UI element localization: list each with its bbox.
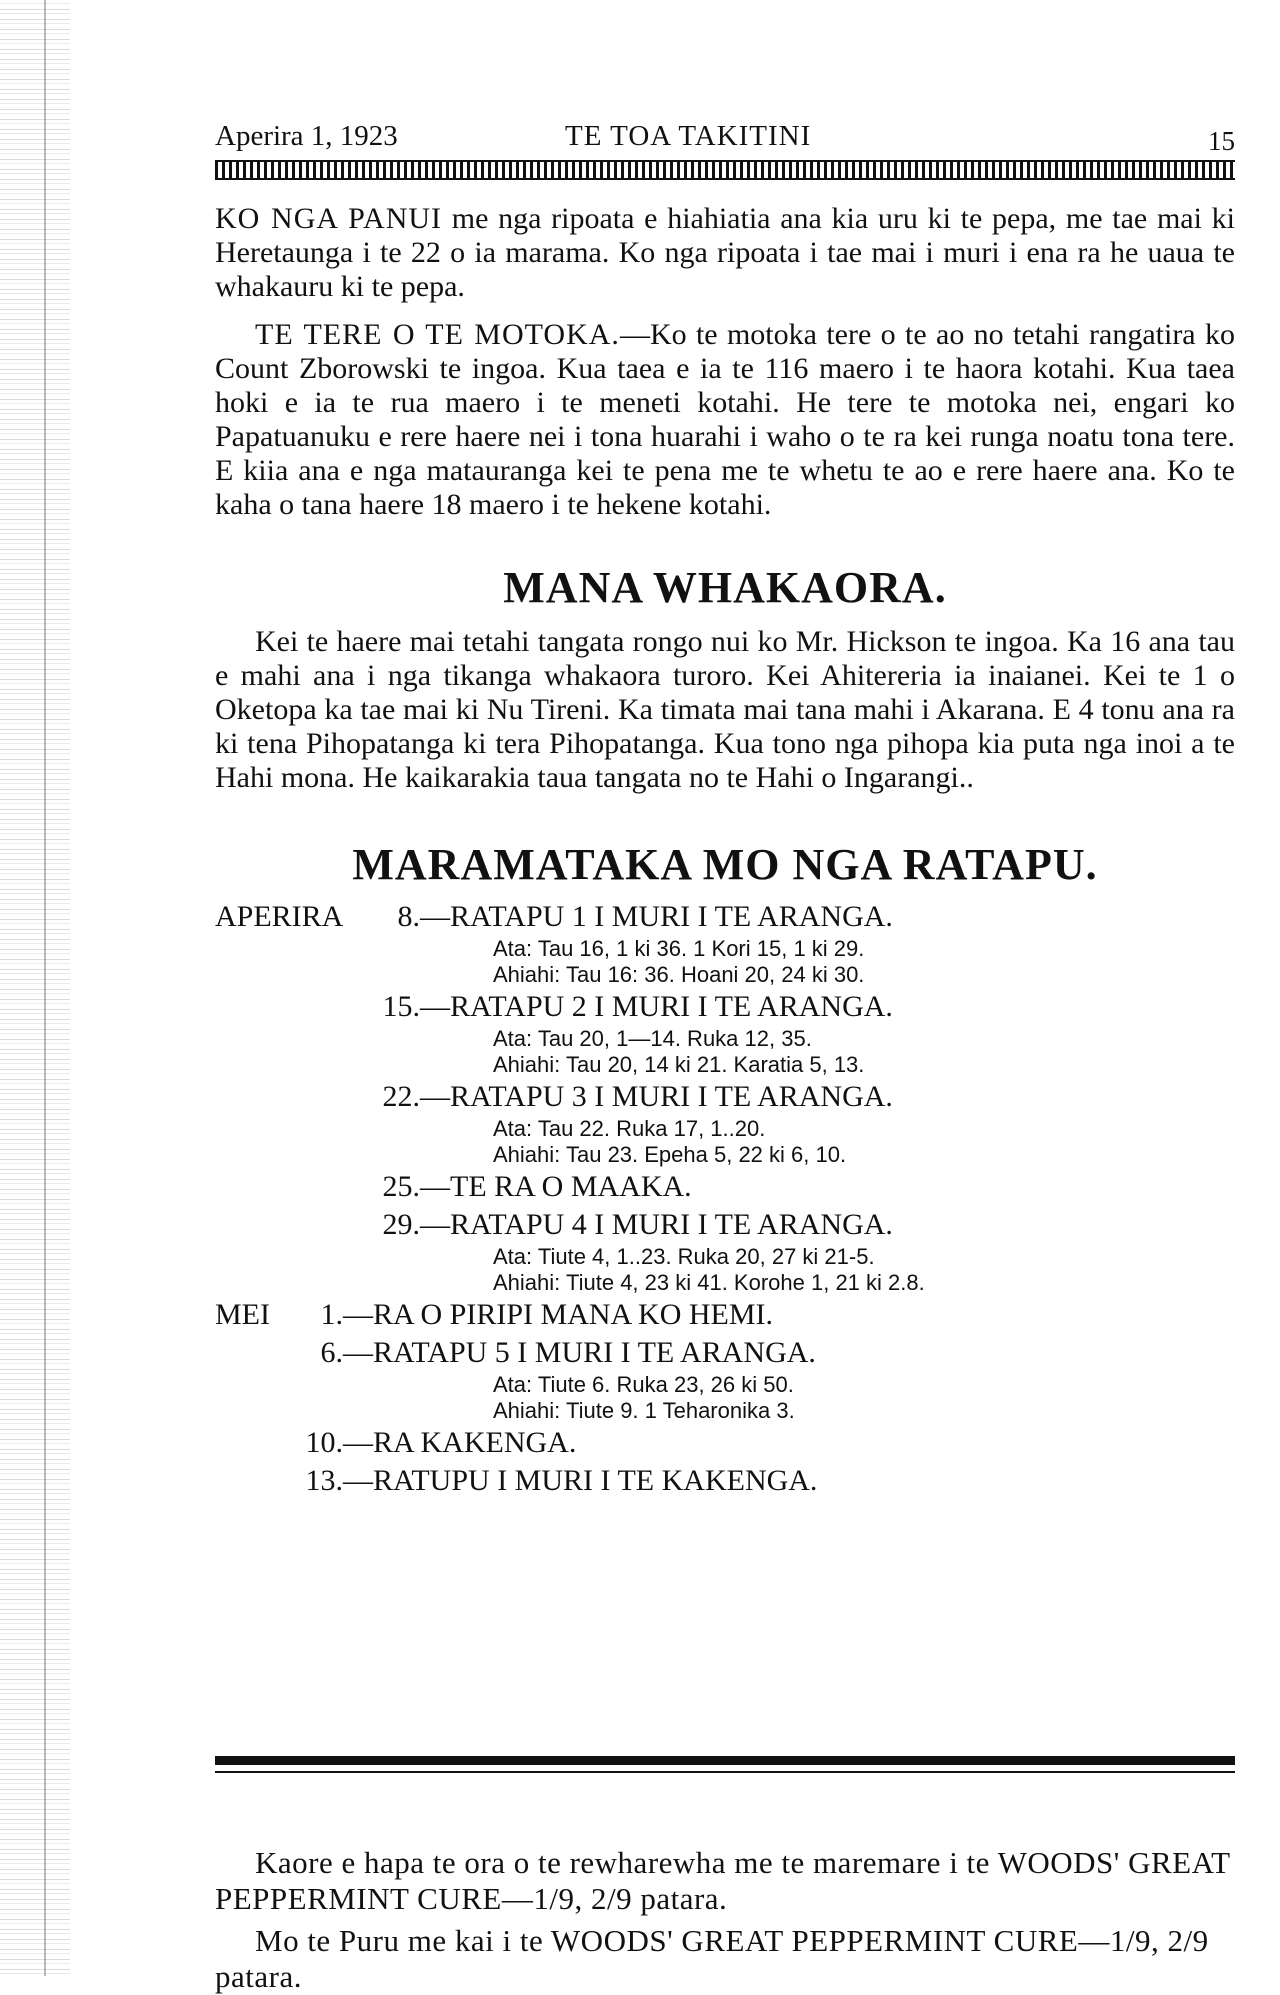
reading-morning: Ata: Tau 20, 1—14. Ruka 12, 35. [493, 1026, 812, 1051]
mana-title: MANA WHAKAORA. [503, 563, 947, 612]
motoka-text: —Ko te motoka tere o te ao no tetahi rangatira ko Count Zborowski te ingoa. Kua taea e ia te 116 maero i te haora kotahi. Kua taea hoki e ia te rua maero i te meneti kotahi. He tere te motoka nei, engari ko Papatuanuku e rere haere nei i tona huarahi i waho o te ra kei runga noatu tona tere. E kiia ana e nga matauranga kei te pena me te whetu te ao e rere haere ana. Ko te kaha o tana haere 18 maero i te hekene kotahi. [215, 318, 1235, 521]
advert-paragraph-2: Mo te Puru me kai i te WOODS' GREAT PEPPERMINT CURE—1/9, 2/9 patara. [215, 1923, 1209, 1994]
entry-title: —RATAPU 1 I MURI I TE ARANGA. [420, 900, 893, 933]
entry-date: 29. [382, 1208, 420, 1241]
entry-date: 13. [305, 1464, 343, 1497]
mana-paragraph: Kei te haere mai tetahi tangata rongo nui ko Mr. Hickson te ingoa. Ka 16 ana tau e mahi ana i nga tikanga whakaora turoro. Kei Ahitereria ia inaianei. Kei te 1 o Oketopa ka tae mai ki Nu Tireni. Ka timata mai tana mahi i Akarana. E 4 tonu ana ra ki tena Pihopatanga ki tera Pihopatanga. Kua tono nga pihopa kia puta nga inoi a te Hahi mona. He kaikarakia taua tangata no te Hahi o Ingarangi.. [215, 625, 1235, 794]
calendar-entry [215, 988, 1235, 1026]
binding-line [44, 0, 46, 1976]
entry-title: —RATAPU 3 I MURI I TE ARANGA. [420, 1080, 893, 1113]
calendar-mei [215, 1296, 1235, 1500]
entry-date: 10. [305, 1426, 343, 1459]
reading-evening: Ahiahi: Tau 23. Epeha 5, 22 ki 6, 10. [493, 1142, 847, 1167]
advert-paragraph-1: Kaore e hapa te ora o te rewharewha me te maremare i te WOODS' GREAT PEPPERMINT CURE—1/9, 2/9 patara. [215, 1845, 1230, 1916]
entry-date: 6. [320, 1336, 343, 1369]
month-label: APERIRA [215, 900, 344, 933]
reading-evening: Ahiahi: Tau 20, 14 ki 21. Karatia 5, 13. [493, 1052, 865, 1077]
calendar-entry [215, 1334, 1235, 1372]
calendar-aperira [215, 898, 1235, 1296]
reading-morning: Ata: Tiute 4, 1..23. Ruka 20, 27 ki 21-5. [493, 1244, 875, 1269]
motoka-paragraph [215, 318, 1235, 522]
reading-evening: Ahiahi: Tiute 9. 1 Teharonika 3. [493, 1398, 795, 1423]
notice-text: me nga ripoata e hiahiatia ana kia uru ki te pepa, me tae mai ki Heretaunga i te 22 o ia marama. Ko nga ripoata i tae mai i muri i ena ra he uaua te whakauru ki te pepa. [215, 202, 1235, 303]
reading-evening: Ahiahi: Tau 16: 36. Hoani 20, 24 ki 30. [493, 962, 865, 987]
reading-morning: Ata: Tiute 6. Ruka 23, 26 ki 50. [493, 1372, 794, 1397]
reading-morning: Ata: Tau 16, 1 ki 36. 1 Kori 15, 1 ki 29. [493, 936, 865, 961]
reading-morning: Ata: Tau 22. Ruka 17, 1..20. [493, 1116, 766, 1141]
divider-thin [215, 1771, 1235, 1773]
divider-thick [215, 1756, 1235, 1765]
calendar-entry [215, 1462, 1235, 1500]
notice-paragraph [215, 202, 1235, 304]
entry-date: 15. [382, 990, 420, 1023]
reading-evening: Ahiahi: Tiute 4, 23 ki 41. Korohe 1, 21 ki 2.8. [493, 1270, 925, 1295]
page-number: 15 [1208, 126, 1235, 156]
calendar-entry [215, 1206, 1235, 1244]
calendar-title: MARAMATAKA MO NGA RATAPU. [352, 840, 1098, 889]
month-label: MEI [215, 1298, 270, 1331]
newspaper-page [215, 118, 1235, 1994]
entry-date: 22. [382, 1080, 420, 1113]
calendar-entry [215, 1296, 1235, 1334]
calendar-entry [215, 1424, 1235, 1462]
entry-title: —RATAPU 4 I MURI I TE ARANGA. [420, 1208, 893, 1241]
entry-title: —RA O PIRIPI MANA KO HEMI. [343, 1298, 774, 1331]
scanned-page-edge [0, 0, 70, 1976]
calendar-entry [215, 1078, 1235, 1116]
entry-date: 25. [382, 1170, 420, 1203]
publication-title: TE TOA TAKITINI [565, 120, 812, 152]
entry-title: —TE RA O MAAKA. [420, 1170, 692, 1203]
entry-title: —RATAPU 5 I MURI I TE ARANGA. [343, 1336, 816, 1369]
motoka-lead: TE TERE O TE MOTOKA. [255, 318, 620, 351]
entry-title: —RATAPU 2 I MURI I TE ARANGA. [420, 990, 893, 1023]
entry-date: 1. [320, 1298, 343, 1331]
entry-title: —RATUPU I MURI I TE KAKENGA. [343, 1464, 818, 1497]
entry-date: 8. [397, 900, 420, 933]
calendar-entry [215, 898, 1235, 936]
notice-lead: KO NGA PANUI [215, 202, 443, 235]
ornamental-rule [215, 160, 1235, 180]
issue-date: Aperira 1, 1923 [215, 120, 398, 152]
calendar-entry [215, 1168, 1235, 1206]
entry-title: —RA KAKENGA. [343, 1426, 577, 1459]
running-head [215, 118, 1235, 158]
